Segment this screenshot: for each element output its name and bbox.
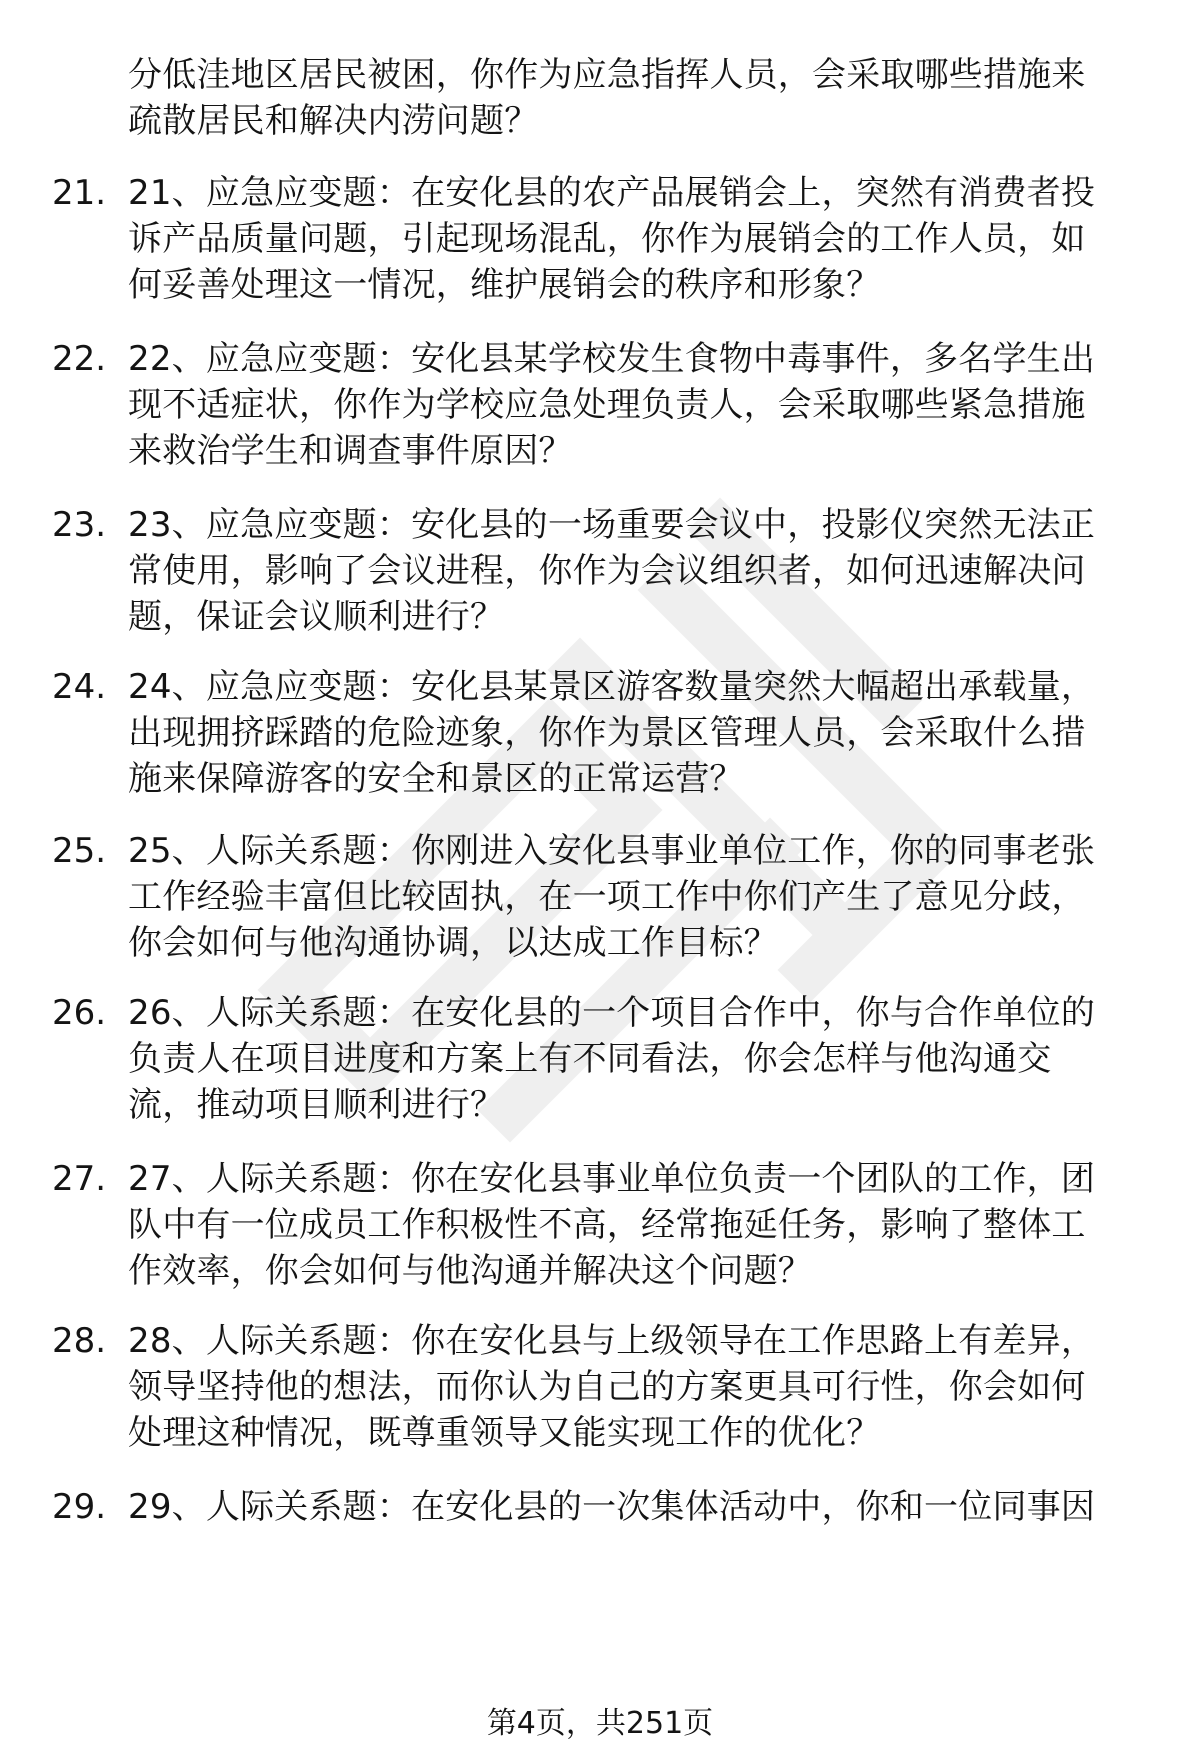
continuation-line-2: 疏散居民和解决内涝问题？: [128, 101, 539, 141]
item-28-line-2: 领导坚持他的想法，而你认为自己的方案更具可行性，你会如何: [128, 1367, 1086, 1407]
item-22-line-3: 来救治学生和调查事件原因？: [128, 431, 573, 471]
item-27-line-3: 作效率，你会如何与他沟通并解决这个问题？: [128, 1251, 812, 1291]
item-28-line-3: 处理这种情况，既尊重领导又能实现工作的优化？: [128, 1413, 881, 1453]
item-number-21: 21.: [52, 173, 107, 213]
item-27-line-1: 27、人际关系题：你在安化县事业单位负责一个团队的工作，团: [128, 1159, 1096, 1199]
item-number-25: 25.: [52, 831, 107, 871]
item-21-line-3: 何妥善处理这一情况，维护展销会的秩序和形象？: [128, 265, 881, 305]
item-26-line-2: 负责人在项目进度和方案上有不同看法，你会怎样与他沟通交: [128, 1039, 1052, 1079]
item-21-line-1: 21、应急应变题：在安化县的农产品展销会上，突然有消费者投: [128, 173, 1096, 213]
item-number-28: 28.: [52, 1321, 107, 1361]
item-number-29: 29.: [52, 1487, 107, 1527]
item-28-line-1: 28、人际关系题：你在安化县与上级领导在工作思路上有差异，: [128, 1321, 1096, 1361]
item-24-line-2: 出现拥挤踩踏的危险迹象，你作为景区管理人员，会采取什么措: [128, 713, 1086, 753]
item-29-line-1: 29、人际关系题：在安化县的一次集体活动中，你和一位同事因: [128, 1487, 1096, 1527]
continuation-line-1: 分低洼地区居民被困，你作为应急指挥人员，会采取哪些措施来: [128, 55, 1086, 95]
item-25-line-1: 25、人际关系题：你刚进入安化县事业单位工作，你的同事老张: [128, 831, 1096, 871]
item-number-27: 27.: [52, 1159, 107, 1199]
item-24-line-1: 24、应急应变题：安化县某景区游客数量突然大幅超出承载量，: [128, 667, 1096, 707]
page-footer: 第4页，共251页: [486, 1706, 714, 1741]
item-25-line-2: 工作经验丰富但比较固执，在一项工作中你们产生了意见分歧，: [128, 877, 1086, 917]
item-26-line-1: 26、人际关系题：在安化县的一个项目合作中，你与合作单位的: [128, 993, 1096, 1033]
item-23-line-1: 23、应急应变题：安化县的一场重要会议中，投影仪突然无法正: [128, 505, 1096, 545]
item-number-22: 22.: [52, 339, 107, 379]
item-number-23: 23.: [52, 505, 107, 545]
item-23-line-3: 题，保证会议顺利进行？: [128, 597, 505, 637]
item-22-line-2: 现不适症状，你作为学校应急处理负责人，会采取哪些紧急措施: [128, 385, 1086, 425]
item-number-24: 24.: [52, 667, 107, 707]
item-24-line-3: 施来保障游客的安全和景区的正常运营？: [128, 759, 744, 799]
item-number-26: 26.: [52, 993, 107, 1033]
item-27-line-2: 队中有一位成员工作积极性不高，经常拖延任务，影响了整体工: [128, 1205, 1086, 1245]
item-23-line-2: 常使用，影响了会议进程，你作为会议组织者，如何迅速解决问: [128, 551, 1086, 591]
item-22-line-1: 22、应急应变题：安化县某学校发生食物中毒事件，多名学生出: [128, 339, 1096, 379]
item-25-line-3: 你会如何与他沟通协调，以达成工作目标？: [128, 923, 778, 963]
item-21-line-2: 诉产品质量问题，引起现场混乱，你作为展销会的工作人员，如: [128, 219, 1086, 259]
item-26-line-3: 流，推动项目顺利进行？: [128, 1085, 505, 1125]
